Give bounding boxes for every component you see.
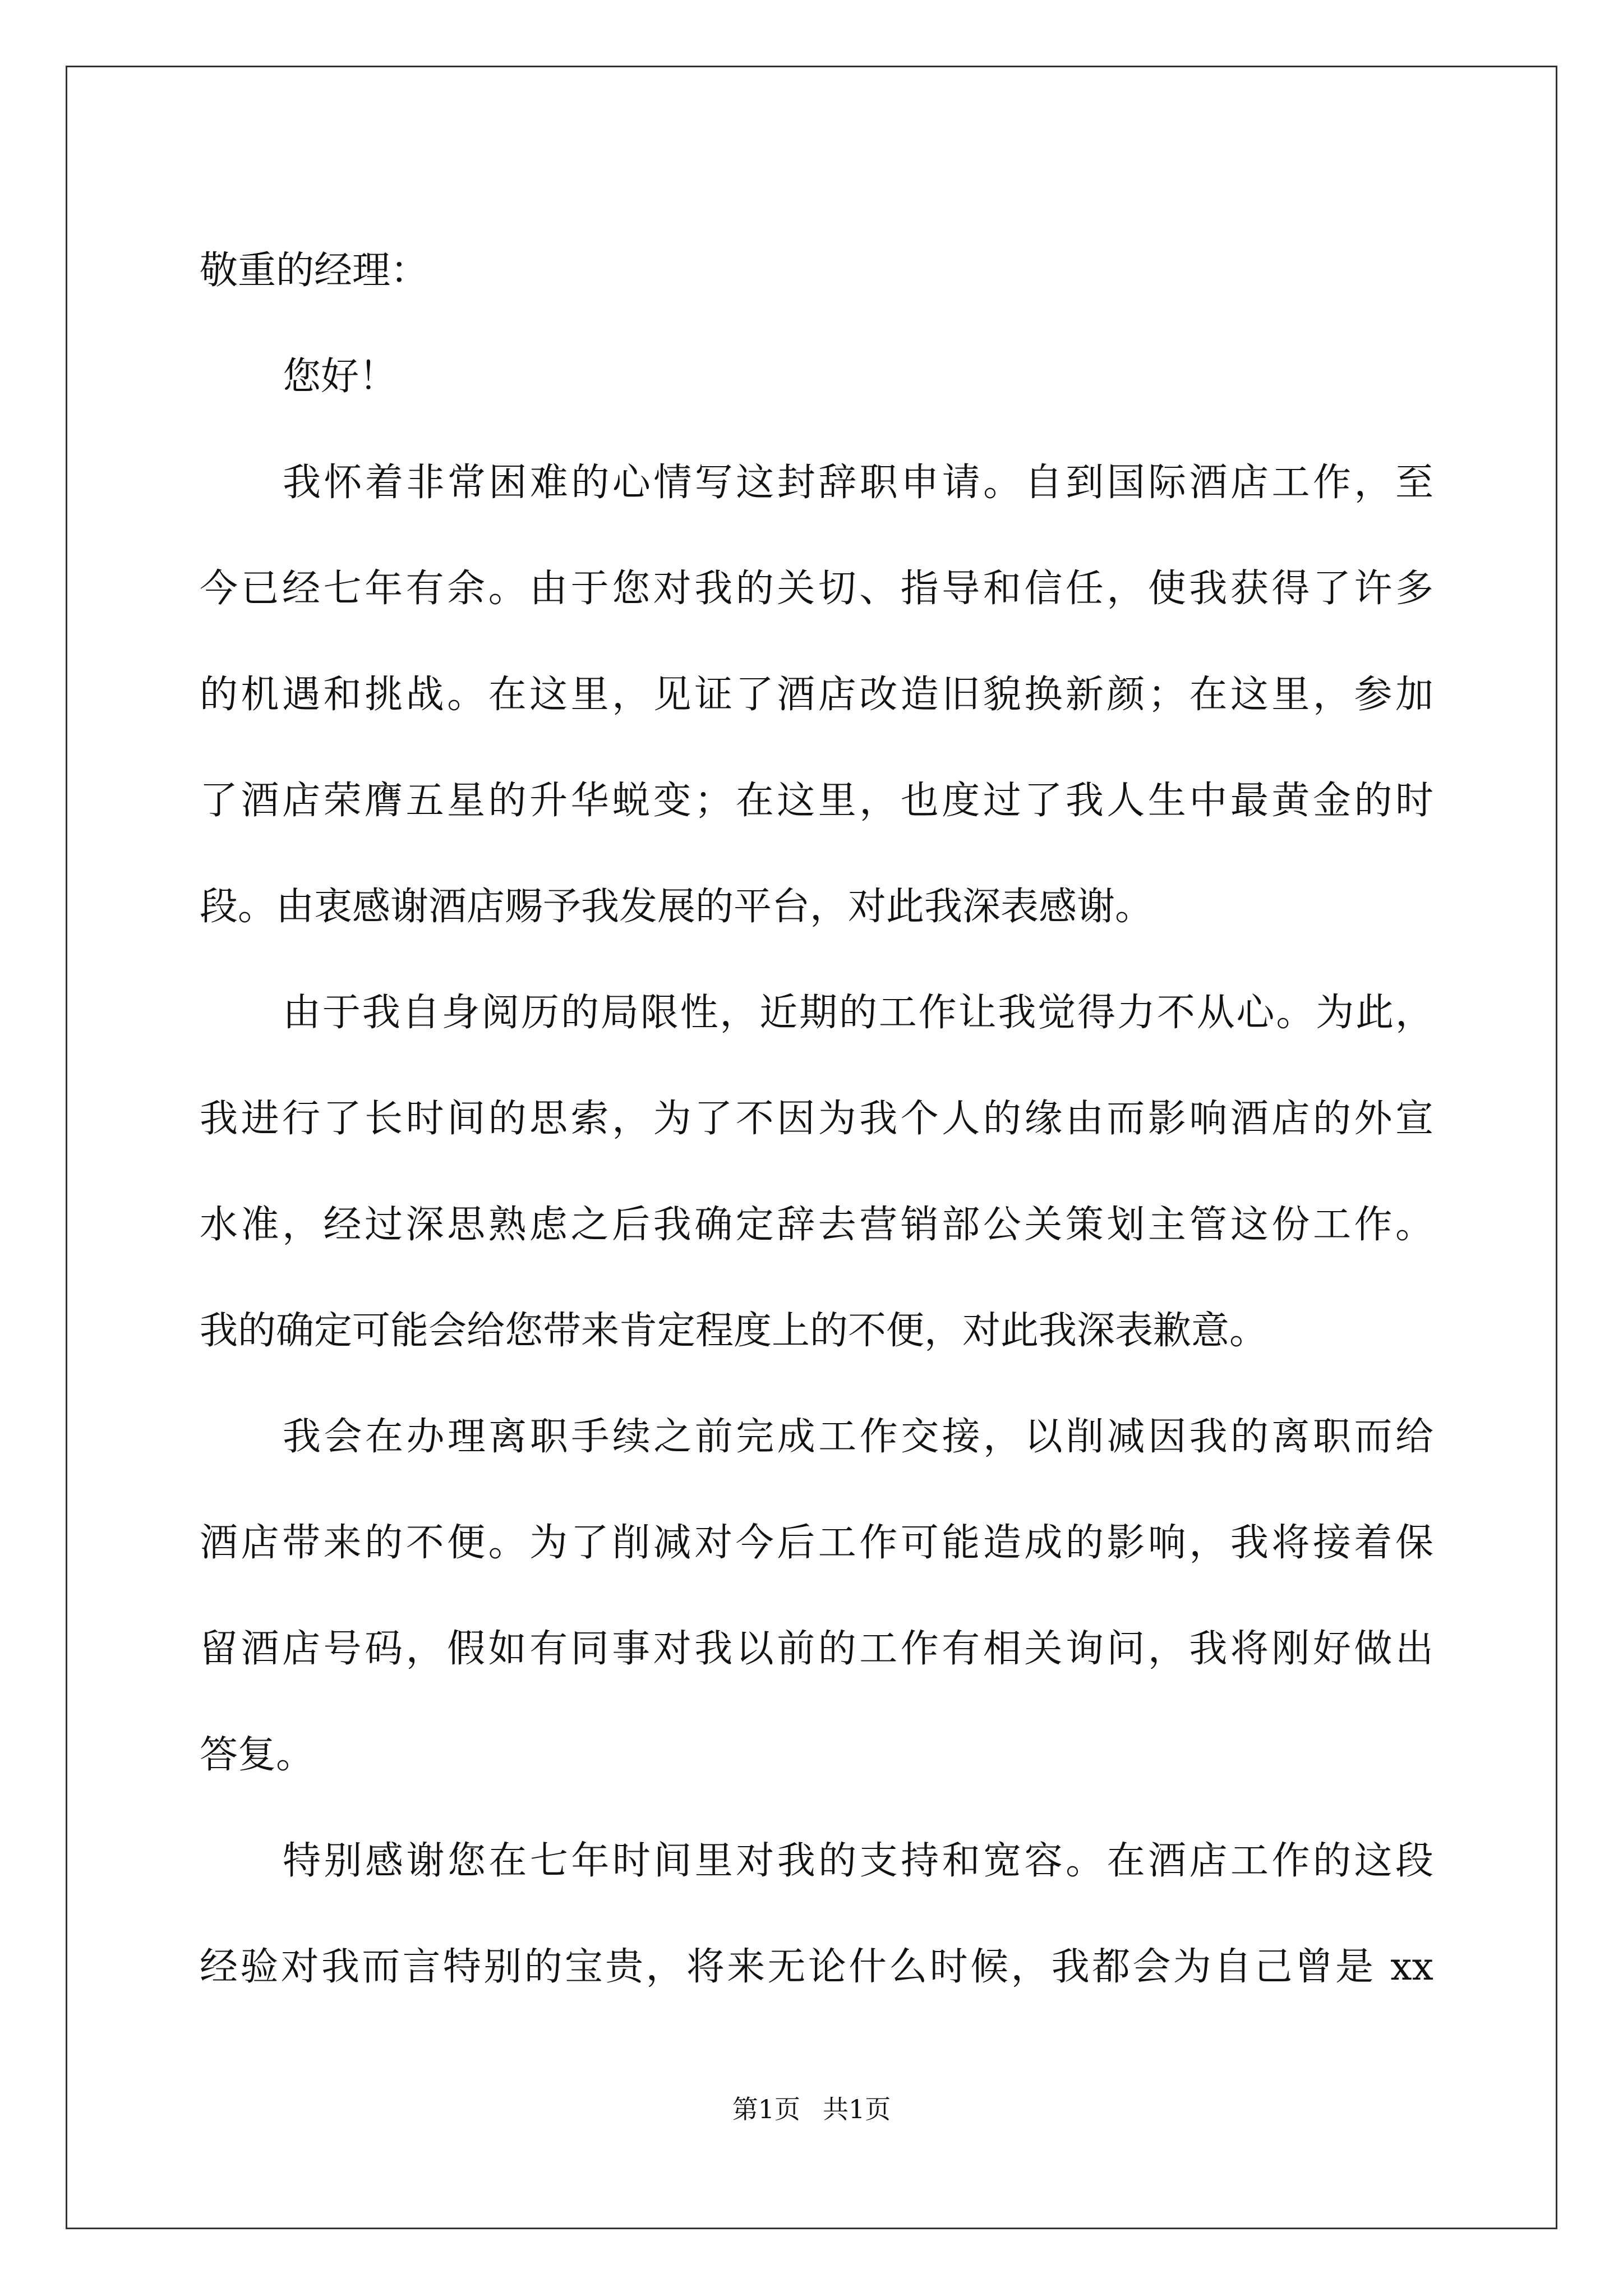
paragraph-line: 了酒店荣膺五星的升华蜕变；在这里，也度过了我人生中最黄金的时 [200, 779, 1433, 823]
paragraph-line: 我怀着非常困难的心情写这封辞职申请。自到国际酒店工作，至 [283, 461, 1433, 505]
paragraph-line: 水准，经过深思熟虑之后我确定辞去营销部公关策划主管这份工作。 [200, 1203, 1433, 1247]
paragraph-line: 答复。 [200, 1733, 315, 1777]
paragraph-line: 我的确定可能会给您带来肯定程度上的不便，对此我深表歉意。 [200, 1309, 1268, 1353]
page-number-current: 第1页 [732, 2094, 800, 2124]
page-number-total: 共1页 [823, 2094, 891, 2124]
page-footer [0, 2092, 1623, 2126]
paragraph-line: 今已经七年有余。由于您对我的关切、指导和信任，使我获得了许多 [200, 567, 1433, 611]
paragraph-line: 我会在办理离职手续之前完成工作交接，以削减因我的离职而给 [283, 1415, 1433, 1459]
letter-body [200, 218, 1433, 2020]
salutation: 敬重的经理： [200, 249, 429, 293]
paragraph-line: 段。由衷感谢酒店赐予我发展的平台，对此我深表感谢。 [200, 885, 1154, 929]
paragraph-line: 酒店带来的不便。为了削减对今后工作可能造成的影响，我将接着保 [200, 1521, 1433, 1565]
greeting: 您好！ [283, 355, 398, 399]
paragraph-line: 特别感谢您在七年时间里对我的支持和宽容。在酒店工作的这段 [283, 1839, 1433, 1883]
paragraph-line: 经验对我而言特别的宝贵，将来无论什么时候，我都会为自己曾是 xx [200, 1945, 1433, 1989]
paragraph-line: 我进行了长时间的思索，为了不因为我个人的缘由而影响酒店的外宣 [200, 1097, 1433, 1141]
paragraph-line: 留酒店号码，假如有同事对我以前的工作有相关询问，我将刚好做出 [200, 1627, 1433, 1671]
paragraph-line: 的机遇和挑战。在这里，见证了酒店改造旧貌换新颜；在这里，参加 [200, 673, 1433, 717]
paragraph-line: 由于我自身阅历的局限性，近期的工作让我觉得力不从心。为此， [283, 991, 1433, 1035]
